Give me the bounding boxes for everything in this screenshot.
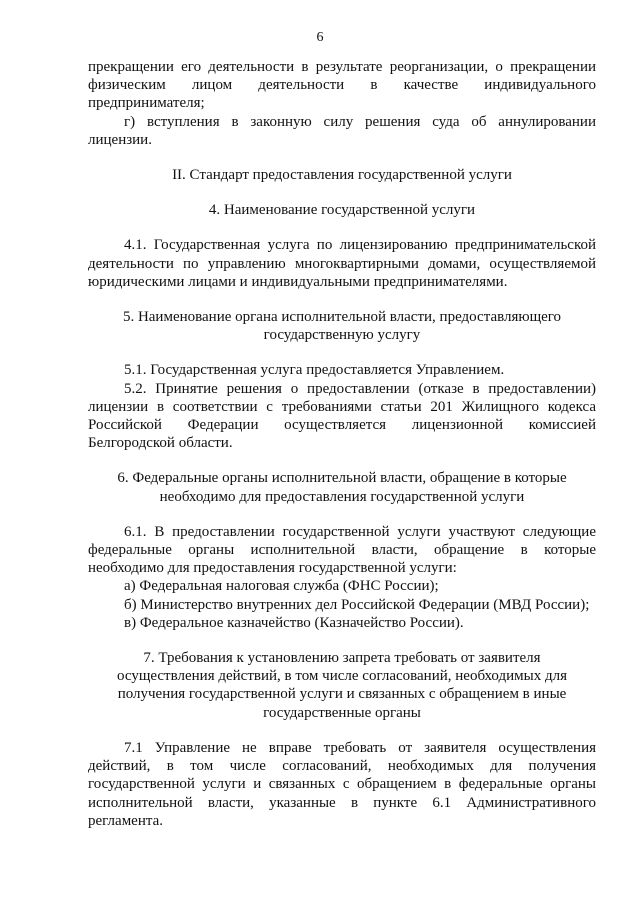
paragraph-5-2: 5.2. Принятие решения о предоставлении (отказе в предоставлении) лицензии в соответствии с требованиями статьи 201 Жилищного кодекса Российской Федерации осуществляется лицензионной комиссией Белгородской области.	[88, 380, 596, 452]
continuation-paragraph: прекращении его деятельности в результате реорганизации, о прекращении физическим лицом деятельности в качестве индивидуального предпринимателя;	[88, 59, 596, 112]
item-a: а) Федеральная налоговая служба (ФНС России);	[124, 578, 439, 595]
paragraph-5-1: 5.1. Государственная услуга предоставляется Управлением.	[124, 362, 505, 379]
heading-7-line-2: осуществления действий, в том числе согласований, необходимых для	[116, 668, 567, 685]
heading-6-line-1: 6. Федеральные органы исполнительной власти, обращение в которые	[117, 470, 567, 487]
page-number: 6	[316, 30, 324, 45]
heading-5-line-2: государственную услугу	[263, 327, 421, 344]
heading-7-line-1: 7. Требования к установлению запрета требовать от заявителя	[143, 650, 541, 667]
heading-5-line-1: 5. Наименование органа исполнительной власти, предоставляющего	[122, 309, 562, 326]
paragraph-6-1: 6.1. В предоставлении государственной услуги участвуют следующие федеральные органы исполнительной власти, обращение в которые необходимо для предоставления государственной услуги:	[88, 523, 596, 577]
heading-4: 4. Наименование государственной услуги	[208, 202, 476, 219]
section-2-title: II. Стандарт предоставления государственной услуги	[172, 167, 512, 184]
heading-7-line-3: получения государственной услуги и связанных с обращением в иные	[117, 686, 567, 703]
heading-7-line-4: государственные органы	[263, 704, 421, 721]
item-v: в) Федеральное казначейство (Казначейство России).	[124, 614, 464, 631]
document-body	[88, 58, 596, 830]
heading-6-line-2: необходимо для предоставления государственной услуги	[159, 488, 525, 505]
item-g: г) вступления в законную силу решения суда об аннулировании лицензии.	[88, 113, 596, 148]
paragraph-7-1: 7.1 Управление не вправе требовать от заявителя осуществления действий, в том числе согласований, необходимых для получения государственной услуги и связанных с обращением в федеральные органы исполнительной власти, указанные в пункте 6.1 Административного регламента.	[88, 739, 596, 829]
item-b: б) Министерство внутренних дел Российской Федерации (МВД России);	[124, 596, 590, 613]
paragraph-4-1: 4.1. Государственная услуга по лицензированию предпринимательской деятельности по управлению многоквартирными домами, осуществляемой юридическими лицами и индивидуальными предпринимателями.	[88, 237, 596, 290]
